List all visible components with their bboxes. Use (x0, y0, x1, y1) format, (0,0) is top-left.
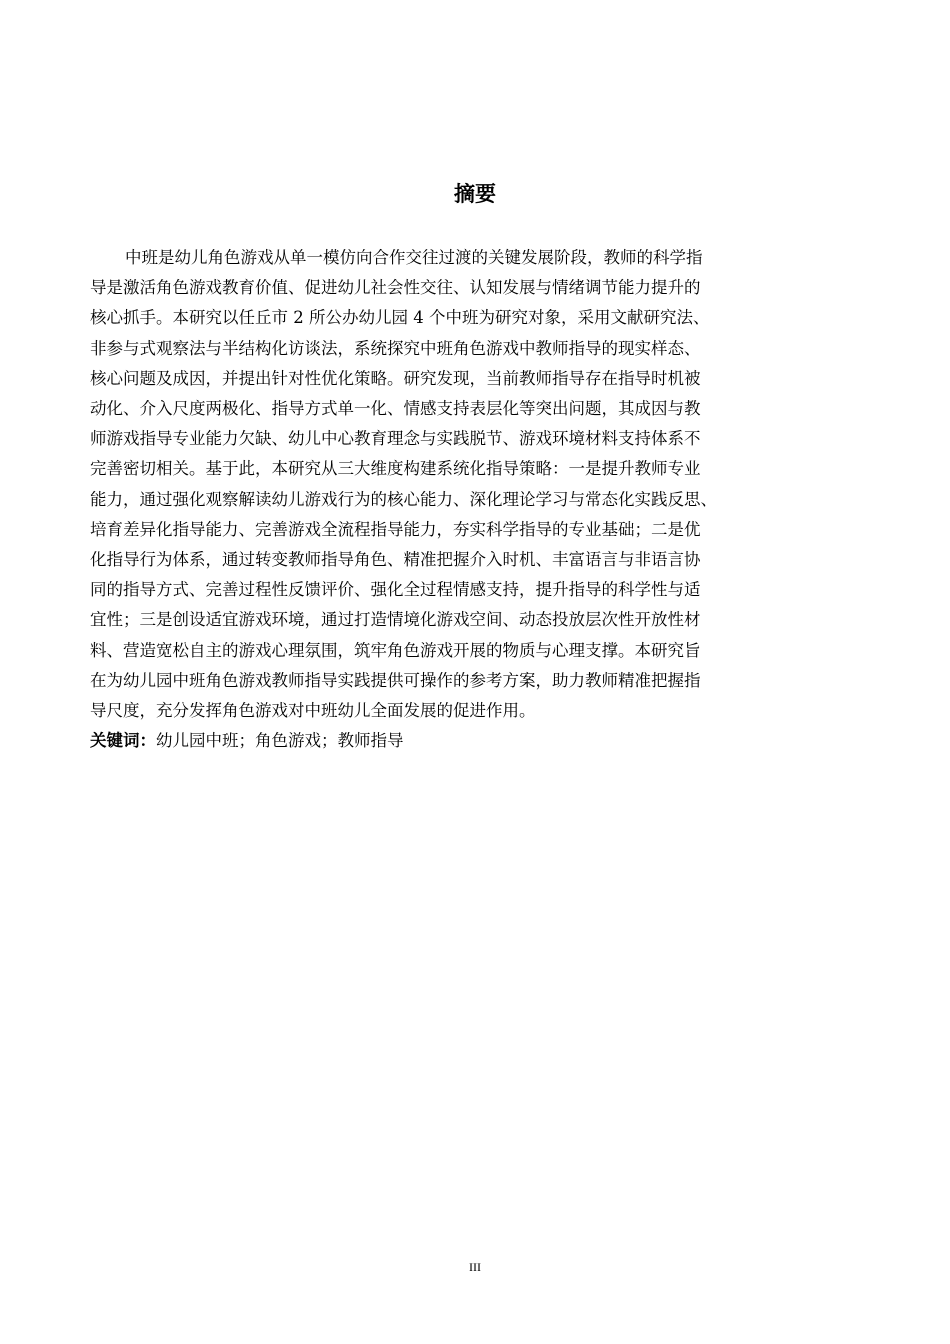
abstract-line: 导是激活角色游戏教育价值、促进幼儿社会性交往、认知发展与情绪调节能力提升的 (90, 278, 701, 298)
abstract-line: 师游戏指导专业能力欠缺、幼儿中心教育理念与实践脱节、游戏环境材料支持体系不 (90, 429, 701, 449)
abstract-title: 摘要 (454, 182, 496, 206)
abstract-line: 导尺度，充分发挥角色游戏对中班幼儿全面发展的促进作用。 (90, 701, 536, 721)
abstract-line: 完善密切相关。基于此，本研究从三大维度构建系统化指导策略：一是提升教师专业 (90, 459, 701, 479)
page-number: III (469, 1260, 481, 1274)
abstract-line: 动化、介入尺度两极化、指导方式单一化、情感支持表层化等突出问题，其成因与教 (90, 399, 701, 419)
abstract-line: 中班是幼儿角色游戏从单一模仿向合作交往过渡的关键发展阶段，教师的科学指 (125, 248, 703, 267)
abstract-line: 培育差异化指导能力、完善游戏全流程指导能力，夯实科学指导的专业基础；二是优 (90, 519, 701, 539)
keywords-label: 关键词： (90, 731, 156, 751)
abstract-line: 核心问题及成因，并提出针对性优化策略。研究发现，当前教师指导存在指导时机被 (90, 368, 701, 388)
abstract-line: 非参与式观察法与半结构化访谈法，系统探究中班角色游戏中教师指导的现实样态、 (90, 338, 701, 358)
abstract-body (90, 243, 850, 756)
abstract-line: 在为幼儿园中班角色游戏教师指导实践提供可操作的参考方案，助力教师精准把握指 (90, 670, 701, 690)
abstract-line: 料、营造宽松自主的游戏心理氛围，筑牢角色游戏开展的物质与心理支撑。本研究旨 (90, 640, 701, 660)
keywords-line (90, 726, 850, 756)
abstract-line: 宜性；三是创设适宜游戏环境，通过打造情境化游戏空间、动态投放层次性开放性材 (90, 610, 701, 630)
abstract-line: 化指导行为体系，通过转变教师指导角色、精准把握介入时机、丰富语言与非语言协 (90, 550, 701, 570)
keywords-value: 幼儿园中班；角色游戏；教师指导 (156, 731, 404, 751)
abstract-line: 能力，通过强化观察解读幼儿游戏行为的核心能力、深化理论学习与常态化实践反思、 (90, 489, 717, 509)
abstract-line: 核心抓手。本研究以任丘市 2 所公办幼儿园 4 个中班为研究对象，采用文献研究法、 (90, 308, 710, 328)
abstract-line: 同的指导方式、完善过程性反馈评价、强化全过程情感支持，提升指导的科学性与适 (90, 580, 701, 600)
